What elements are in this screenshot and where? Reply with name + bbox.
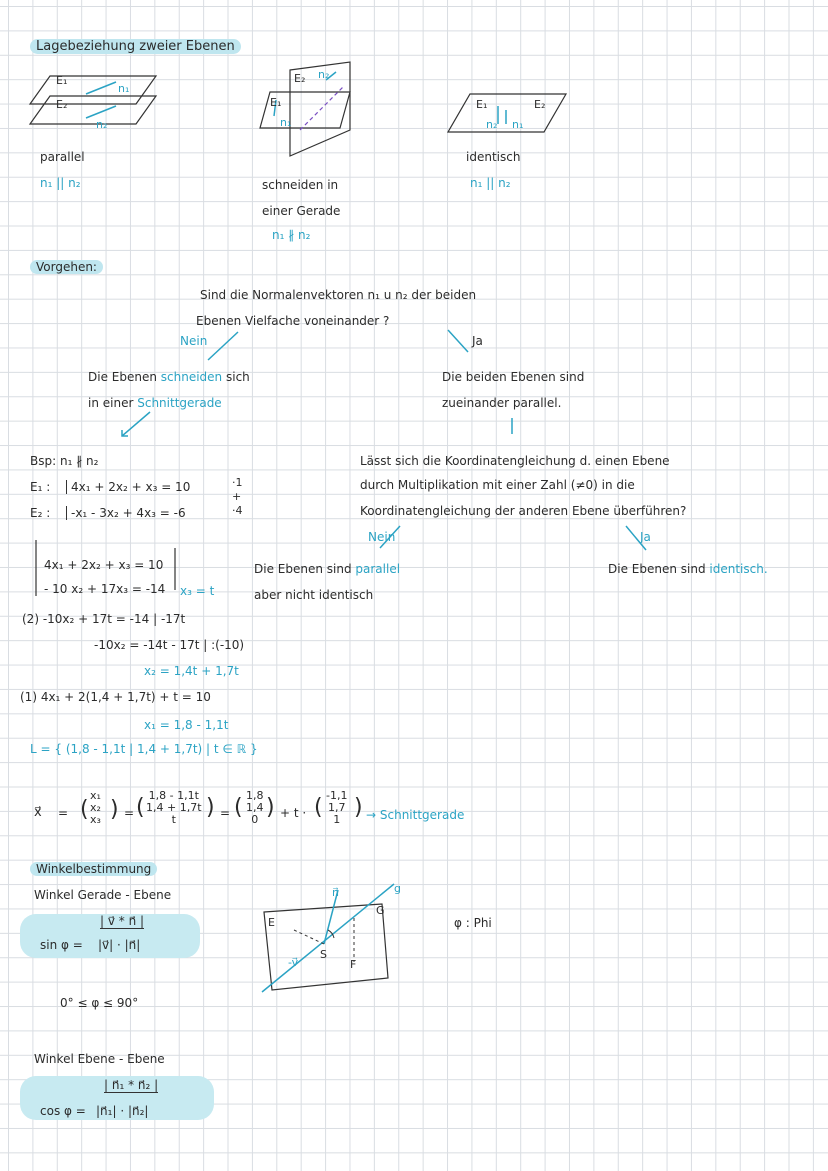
example-e1-label: E₁ : (30, 480, 51, 494)
parallel-e1-label: E₁ (56, 74, 68, 87)
col-x: x₁ x₂ x₃ (90, 789, 101, 826)
parallel-formula: n₁ || n₂ (40, 176, 81, 190)
yes-label: Ja (472, 334, 483, 348)
yes2-result: Die Ebenen sind identisch. (608, 562, 768, 576)
system-eq-1: 4x₁ + 2x₂ + x₃ = 10 (44, 558, 164, 572)
parallel-e2-label: E₂ (56, 98, 68, 111)
example-e2-label: E₂ : (30, 506, 51, 520)
substitution: x₃ = t (180, 584, 215, 598)
no-result-line-1: Die Ebenen schneiden sich (88, 370, 250, 384)
col-b: 1,8 - 1,1t 1,4 + 1,7t t (146, 789, 202, 826)
angles-sub2: Winkel Ebene - Ebene (34, 1052, 165, 1066)
no-result-line-2: in einer Schnittgerade (88, 396, 222, 410)
note-page: Lagebeziehung zweier Ebenen E₁ E₂ n₁ n₂ parallel n₁ || n₂ E₂ n₂ E₁ n₁ schneiden in einer Gerade n₁ ∦ n₂ E₁ E₂ n₂ n₁ identisch n₁ || n₂ Vorgehen: Sind die Normalenvektoren n₁ u n₂ der beiden Ebenen Vielfache voneinander ? Nein Ja Die Ebenen schneiden sich in einer Schnittgerade Die beiden Ebenen sind zueinander parallel. Lässt sich die Koordinatengleichung d. einen Ebene durch Multiplikation mit einer Zahl (≠0) in die Koordinatengleichung der anderen Ebene überführen? Nein Ja Die Ebenen sind parallel aber nicht identisch Die Ebenen sind identisch. Bsp: n₁ ∦ n₂ E₁ : 4x₁ + 2x₂ + x₃ = 10 E₂ : -x₁ - 3x₂ + 4x₃ = -6 ·1 + ·4 4x₁ + 2x₂ + x₃ = 10 - 10 x₂ + 17x₃ = -14 x₃ = t (2) -10x₂ + 17t = -14 | -17t -10x₂ = -14t - 17t | :(-10) x₂ = 1,4t + 1,7t (1) 4x₁ + 2(1,4 + 1,7t) + t = 10 x₁ = 1,8 - 1,1t L = { (1,8 - 1,1t | 1,4 + 1,7t) | t ∈ ℝ } x⃗ = ( x₁ x₂ x₃ ) = ( 1,8 - 1,1t 1,4 + 1,7t t ) = ( 1,8 1,4 0 ) + t · ( -1,1 1,7 1 ) → Schnittgerade Winkelbestimmung Winkel Gerade - Ebene | v⃗ * n⃗ | sin φ = |v⃗| · |n⃗| 0° ≤ φ ≤ 90° Winkel Ebene - Ebene | n⃗₁ * n⃗₂ | cos φ = |n⃗₁| · |n⃗₂| E n⃗ g G S F -v⃗ φ : Phi (0, 0, 828, 1171)
intersect-e2-label: E₂ (294, 72, 306, 85)
example-e2-eq: -x₁ - 3x₂ + 4x₃ = -6 (66, 506, 186, 520)
intersect-caption-2: einer Gerade (262, 204, 341, 218)
diag-g-label: g (394, 882, 401, 895)
identical-n2-label: n₂ (486, 118, 498, 131)
procedure-heading: Vorgehen: (30, 260, 103, 274)
angle-diagram (258, 882, 398, 1002)
question-line-2: Ebenen Vielfache voneinander ? (196, 314, 390, 328)
step-2a: (2) -10x₂ + 17t = -14 | -17t (22, 612, 186, 626)
page-title: Lagebeziehung zweier Ebenen (30, 40, 241, 54)
plus-t: + t · (280, 806, 307, 820)
vec-eq-3: = (220, 806, 231, 820)
no-label: Nein (180, 334, 208, 348)
identical-n1-label: n₁ (512, 118, 524, 131)
example-bsp: Bsp: n₁ ∦ n₂ (30, 454, 99, 468)
intersect-n2-label: n₂ (318, 68, 330, 81)
step-2b: -10x₂ = -14t - 17t | :(-10) (94, 638, 245, 652)
f2-denominator: |n⃗₁| · |n⃗₂| (96, 1104, 149, 1118)
col-c: 1,8 1,4 0 (246, 789, 264, 826)
schnittgerade-label: → Schnittgerade (366, 808, 465, 822)
question2-line-3: Koordinatengleichung der anderen Ebene überführen? (360, 504, 687, 518)
question2-line-2: durch Multiplikation mit einer Zahl (≠0) in die (360, 478, 635, 492)
parallel-n1-label: n₁ (118, 82, 130, 95)
yes2-label: Ja (640, 530, 651, 544)
f1-lhs: sin φ = (40, 938, 83, 952)
parallel-n2-label: n₂ (96, 118, 108, 131)
no2-label: Nein (368, 530, 396, 544)
angle-range: 0° ≤ φ ≤ 90° (60, 996, 139, 1010)
vec-eq-2: = (124, 806, 135, 820)
solution-set: L = { (1,8 - 1,1t | 1,4 + 1,7t) | t ∈ ℝ } (30, 742, 258, 756)
angles-sub1: Winkel Gerade - Ebene (34, 888, 172, 902)
f2-lhs: cos φ = (40, 1104, 86, 1118)
example-e1-eq: 4x₁ + 2x₂ + x₃ = 10 (66, 480, 190, 494)
diag-s-label: S (320, 948, 327, 961)
f2-numerator: | n⃗₁ * n⃗₂ | (104, 1078, 159, 1092)
x2-result: x₂ = 1,4t + 1,7t (144, 664, 239, 678)
no2-result-line-1: Die Ebenen sind parallel (254, 562, 401, 576)
mult-4: ·4 (232, 504, 243, 517)
intersect-caption-1: schneiden in (262, 178, 339, 192)
identical-e1-label: E₁ (476, 98, 488, 111)
identical-caption: identisch (466, 150, 521, 164)
system-eq-2: - 10 x₂ + 17x₃ = -14 (44, 582, 166, 596)
no2-result-line-2: aber nicht identisch (254, 588, 374, 602)
question2-line-1: Lässt sich die Koordinatengleichung d. einen Ebene (360, 454, 670, 468)
intersect-formula: n₁ ∦ n₂ (272, 228, 311, 242)
x1-result: x₁ = 1,8 - 1,1t (144, 718, 229, 732)
diag-v-label: -v⃗ (288, 956, 299, 969)
diag-e-label: E (268, 916, 275, 929)
angles-heading: Winkelbestimmung (30, 862, 157, 876)
yes-result-line-2: zueinander parallel. (442, 396, 562, 410)
diag-big-g-label: G (376, 904, 385, 917)
f1-numerator: | v⃗ * n⃗ | (100, 914, 145, 928)
col-d: -1,1 1,7 1 (326, 789, 348, 826)
mult-1: ·1 (232, 476, 243, 489)
identical-formula: n₁ || n₂ (470, 176, 511, 190)
phi-note: φ : Phi (454, 916, 492, 930)
vec-x: x⃗ (34, 805, 42, 820)
vec-eq-1: = (58, 806, 69, 820)
diag-f-label: F (350, 958, 357, 971)
step-1: (1) 4x₁ + 2(1,4 + 1,7t) + t = 10 (20, 690, 211, 704)
yes-result-line-1: Die beiden Ebenen sind (442, 370, 585, 384)
identical-e2-label: E₂ (534, 98, 546, 111)
intersect-n1-label: n₁ (280, 116, 292, 129)
question-line-1: Sind die Normalenvektoren n₁ u n₂ der beiden (200, 288, 477, 302)
parallel-caption: parallel (40, 150, 85, 164)
diag-n-label: n⃗ (332, 886, 339, 899)
intersect-e1-label: E₁ (270, 96, 282, 109)
f1-denominator: |v⃗| · |n⃗| (98, 938, 141, 952)
mult-plus: + (232, 490, 242, 503)
